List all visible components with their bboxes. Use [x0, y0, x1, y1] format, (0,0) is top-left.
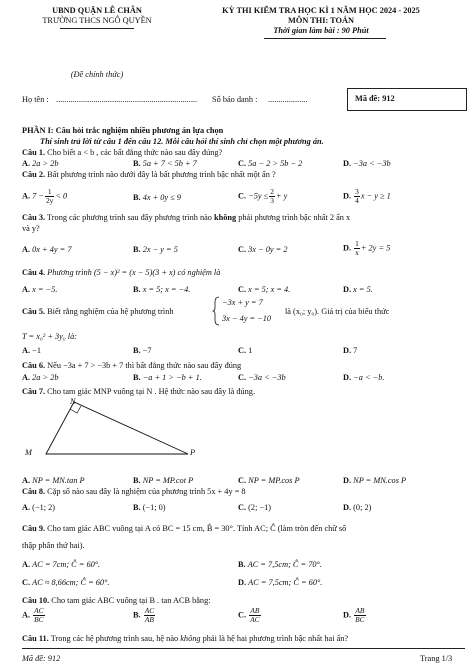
q7-label-m: M: [25, 448, 32, 457]
q1-option-d[interactable]: D. −3a < −3b: [343, 159, 391, 168]
q6-option-d[interactable]: D. −a < −b.: [343, 373, 385, 382]
q5-eq2: 3x − 4y = −10: [222, 314, 272, 323]
exam-time: Thời gian làm bài : 90 Phút: [273, 26, 369, 35]
q9-option-b[interactable]: B. AC = 7,5cm; Ĉ = 70°.: [238, 560, 322, 569]
question-3: Câu 3. Trong các phương trình sau đây phương trình nào không phải phương trình bậc nhất 2 ẩn x: [22, 213, 351, 222]
q7-option-d[interactable]: D. NP = MN.cos P: [343, 476, 407, 485]
q4-option-d[interactable]: D. x = 5.: [343, 285, 373, 294]
exam-subject: MÔN THI: TOÁN: [288, 16, 354, 25]
exam-title: KỲ THI KIỂM TRA HỌC KÌ 1 NĂM HỌC 2024 - 2025: [222, 6, 420, 15]
footer-page: Trang 1/3: [420, 654, 453, 663]
q9-option-a[interactable]: A. AC = 7cm; Ĉ = 60°.: [22, 560, 101, 569]
q6-option-a[interactable]: A. 2a > 2b: [22, 373, 59, 382]
q10-option-b[interactable]: B. $\frac{AC}{AB}$: [133, 606, 155, 624]
q3-option-c[interactable]: C. 3x − 0y = 2: [238, 245, 288, 254]
q7-option-c[interactable]: C. NP = MP.cos P: [238, 476, 300, 485]
q5-option-a[interactable]: A. −1: [22, 346, 41, 355]
footer-code: Mã đề: 912: [22, 654, 61, 663]
q8-option-c[interactable]: C. (2; −1): [238, 503, 272, 512]
q2-option-b[interactable]: B. 4x + 0y ≤ 9: [133, 193, 181, 202]
q8-option-d[interactable]: D. (0; 2): [343, 503, 372, 512]
q4-option-b[interactable]: B. x = 5; x = −4.: [133, 285, 191, 294]
q7-option-b[interactable]: B. NP = MP.cot P: [133, 476, 194, 485]
q1-option-c[interactable]: C. 5a − 2 > 5b − 2: [238, 159, 303, 168]
q1-option-a[interactable]: A. 2a > 2b: [22, 159, 59, 168]
q9-option-c[interactable]: C. AC ≈ 8,66cm; Ĉ = 60°.: [22, 578, 110, 587]
question-1-number: Câu 1.: [22, 148, 46, 157]
q10-option-d[interactable]: D. $\frac{AB}{BC}$: [343, 606, 365, 624]
question-9-cont: thập phân thứ hai).: [22, 541, 85, 550]
school-underline: [60, 28, 134, 29]
q6-option-c[interactable]: C. −3a < −3b: [238, 373, 286, 382]
org-name: UBND QUẬN LÊ CHÂN: [52, 6, 142, 15]
q6-option-b[interactable]: B. −a + 1 > −b + 1.: [133, 373, 202, 382]
candidate-name-field[interactable]: ....................................................................: [56, 95, 198, 104]
q8-option-a[interactable]: A. (−1; 2): [22, 503, 56, 512]
q10-option-c[interactable]: C. $\frac{AB}{AC}$: [238, 606, 260, 624]
q5-option-b[interactable]: B. −7: [133, 346, 152, 355]
q7-option-a[interactable]: A. NP = MN.tan P: [22, 476, 85, 485]
q2-option-c[interactable]: C. −5y ≤ $\frac{2}{3}$ + y: [238, 187, 288, 205]
q3-option-a[interactable]: A. 0x + 4y = 7: [22, 245, 72, 254]
question-9: Câu 9. Cho tam giác ABC vuông tại A có BC = 15 cm, B̂ = 30°. Tính AC; Ĉ (làm tròn đến chữ số: [22, 524, 347, 533]
question-1-text: Cho biết a < b , các bất đẳng thức nào sau đây đúng?: [47, 148, 223, 157]
question-4: Câu 4. Phương trình (5 − x)² = (x − 5)(3 + x) có nghiệm là: [22, 268, 221, 277]
q7-label-p: P: [190, 448, 196, 457]
q2-option-a[interactable]: A. 7 − $\frac{1}{2y}$ < 0: [22, 187, 68, 205]
q5-option-c[interactable]: C. 1: [238, 346, 253, 355]
candidate-name-label: Họ tên :: [22, 95, 49, 104]
question-6: Câu 6. Nếu −3a + 7 > −3b + 7 thì bất đẳng thức nào sau đây đúng: [22, 361, 242, 370]
school-name: TRƯỜNG THCS NGÔ QUYỀN: [42, 16, 152, 25]
candidate-sbd-label: Số báo danh :: [212, 95, 258, 104]
exam-code: Mã đề: 912: [355, 94, 395, 103]
candidate-sbd-field[interactable]: ...................: [268, 95, 308, 104]
q4-option-a[interactable]: A. x = −5.: [22, 285, 58, 294]
q8-option-b[interactable]: B. (−1; 0): [133, 503, 166, 512]
question-8: Câu 8. Cặp số nào sau đây là nghiệm của phương trình 5x + 4y = 8: [22, 487, 246, 496]
q5-brace: [212, 296, 220, 326]
q7-triangle-figure: [36, 396, 206, 466]
question-2: Câu 2. Bất phương trình nào dưới đây là bất phương trình bậc nhất một ẩn ?: [22, 170, 276, 179]
time-underline: [264, 38, 386, 39]
q1-option-b[interactable]: B. 5a + 7 < 5b + 7: [133, 159, 197, 168]
official-label: (Đề chính thức): [70, 70, 124, 79]
q9-option-d[interactable]: D. AC = 7,5cm; Ĉ = 60°.: [238, 578, 323, 587]
part1-instruction: Thí sinh trả lời từ câu 1 đến câu 12. Mỗi câu hỏi thí sinh chỉ chọn một phương án.: [40, 137, 324, 146]
q5-text2: là (x₀; y₀). Giá trị của biểu thức: [285, 307, 390, 316]
question-11: Câu 11. Trong các hệ phương trình sau, hệ nào không phải là hệ hai phương trình bậc nhất hai ẩn?: [22, 634, 349, 643]
q3-option-b[interactable]: B. 2x − y = 5: [133, 245, 178, 254]
q5-eq1: −3x + y = 7: [222, 298, 263, 307]
q4-option-c[interactable]: C. x = 5; x = 4.: [238, 285, 291, 294]
question-10: Câu 10. Cho tam giác ABC vuông tại B . tan ACB bằng:: [22, 596, 211, 605]
question-1: [22, 148, 222, 158]
exam-code-box: [347, 88, 467, 111]
part1-title: PHẦN I: Câu hỏi trắc nghiệm nhiều phương án lựa chọn: [22, 126, 224, 135]
q5-option-d[interactable]: D. 7: [343, 346, 358, 355]
q2-option-d[interactable]: D. $\frac{3}{4}$ x − y ≥ 1: [343, 187, 391, 205]
footer-rule: [22, 648, 465, 649]
q10-option-a[interactable]: A. $\frac{AC}{BC}$: [22, 606, 44, 624]
q3-option-d[interactable]: D. $\frac{1}{x}$ + 2y = 5: [343, 239, 391, 257]
question-5: Câu 5. Biết rằng nghiệm của hệ phương trình: [22, 307, 174, 316]
q7-label-n: N: [70, 397, 76, 406]
question-3-cont: và y?: [22, 224, 40, 233]
q5-expression: T = x₀² + 3y₀ là:: [22, 332, 78, 341]
question-7: Câu 7. Cho tam giác MNP vuông tại N . Hệ thức nào sau đây là đúng.: [22, 387, 256, 396]
